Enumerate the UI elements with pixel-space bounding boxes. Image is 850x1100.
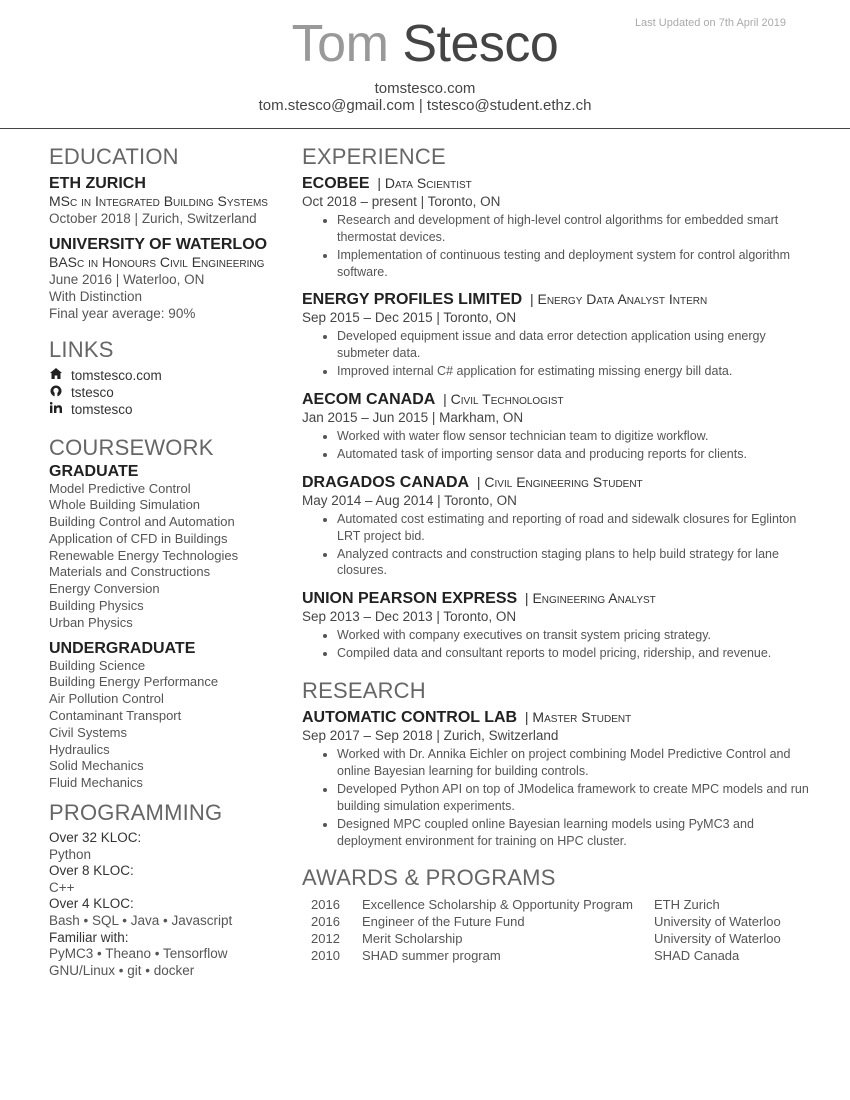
job-role: Master Student	[532, 709, 632, 726]
links-list	[49, 368, 285, 419]
degree-name: MSc in Integrated Building Systems	[49, 193, 268, 209]
award-org: ETH Zurich	[654, 897, 720, 913]
school-name: ETH ZURICH	[49, 175, 146, 192]
experience-list	[302, 174, 812, 662]
last-name: Stesco	[402, 15, 559, 73]
award-name: Excellence Scholarship & Opportunity Program	[362, 897, 633, 913]
award-org: SHAD Canada	[654, 947, 740, 963]
job-bullet: • Developed Python API on top of JModelica framework to create MPC models and run building simulation experiments.	[337, 781, 812, 814]
course-item: Solid Mechanics	[49, 758, 144, 774]
course-item: Building Control and Automation	[49, 514, 235, 530]
award-row	[308, 897, 781, 914]
programming-skills: Bash • SQL • Java • Javascript	[49, 913, 233, 929]
job-bullet: • Developed equipment issue and data error detection application using energy submeter data.	[337, 328, 812, 361]
education-heading: EDUCATION	[49, 144, 179, 169]
course-item: Civil Systems	[49, 724, 128, 740]
job-bullet: • Implementation of continuous testing and deployment system for control algorithm software.	[337, 247, 812, 280]
last-updated: Last Updated on 7th April 2019	[634, 17, 786, 29]
job-date: Jan 2015 – Jun 2015 | Markham, ON	[302, 409, 524, 425]
award-year: 2012	[311, 930, 340, 946]
award-name: Engineer of the Future Fund	[362, 914, 525, 930]
award-year: 2016	[311, 914, 340, 930]
links-heading: LINKS	[49, 337, 114, 362]
job-header	[302, 473, 812, 492]
role-separator: |	[469, 473, 485, 490]
award-year: 2016	[311, 897, 340, 913]
job-bullets	[302, 328, 812, 380]
experience-heading: EXPERIENCE	[302, 144, 446, 169]
award-year: 2010	[311, 947, 340, 963]
role-separator: |	[435, 390, 451, 407]
company-name: AUTOMATIC CONTROL LAB	[302, 709, 518, 727]
coursework-heading: COURSEWORK	[49, 434, 214, 460]
left-column	[49, 144, 285, 979]
role-separator: |	[522, 291, 538, 308]
job-bullet: • Compiled data and consultant reports to model pricing, ridership, and revenue.	[337, 645, 812, 662]
course-item: Renewable Energy Technologies	[49, 547, 239, 563]
award-name: Merit Scholarship	[362, 930, 463, 946]
course-item: Fluid Mechanics	[49, 775, 143, 791]
link-label[interactable]: tomstesco	[71, 402, 133, 417]
job-bullets	[302, 428, 812, 463]
coursework-group-title: GRADUATE	[49, 462, 139, 480]
programming-level-label: Familiar with:	[49, 929, 129, 945]
education-detail: June 2016 | Waterloo, ON	[49, 272, 205, 287]
job-header	[302, 390, 812, 409]
company-name: UNION PEARSON EXPRESS	[302, 590, 518, 608]
award-row	[308, 931, 781, 948]
job-header	[302, 290, 812, 309]
first-name: Tom	[291, 15, 389, 73]
course-item: Building Science	[49, 657, 146, 673]
job-date: Sep 2013 – Dec 2013 | Toronto, ON	[302, 609, 517, 625]
job-bullets	[302, 511, 812, 579]
award-row	[308, 948, 781, 965]
job-bullet: • Worked with Dr. Annika Eichler on project combining Model Predictive Control and online Bayesian learning for building controls.	[337, 746, 812, 779]
programming-level-label: Over 32 KLOC:	[49, 830, 142, 846]
award-org: University of Waterloo	[654, 914, 781, 930]
awards-table	[308, 897, 781, 964]
job-header	[302, 589, 812, 608]
header-divider	[0, 128, 850, 129]
job-role: Data Scientist	[384, 175, 472, 191]
job-role: Engineering Analyst	[532, 590, 656, 607]
programming-level-label: Over 4 KLOC:	[49, 896, 134, 912]
role-separator: |	[517, 590, 533, 607]
programming-level-label: Over 8 KLOC:	[49, 863, 134, 879]
home-icon	[49, 368, 63, 385]
course-item: Air Pollution Control	[49, 691, 164, 707]
email-links[interactable]: tom.stesco@gmail.com | tstesco@student.ethz.ch	[258, 97, 592, 114]
job-bullet: • Designed MPC coupled online Bayesian learning models using PyMC3 and deployment environment for training on HPC cluster.	[337, 816, 812, 849]
company-name: ECOBEE	[302, 175, 370, 192]
education-detail: Final year average: 90%	[49, 306, 196, 321]
research-entry	[302, 708, 812, 849]
research-heading: RESEARCH	[302, 678, 426, 704]
programming-list	[49, 830, 285, 979]
job-bullet: • Automated cost estimating and reporting of road and sidewalk closures for Eglinton LRT project bid.	[337, 511, 812, 544]
job-role: Energy Data Analyst Intern	[537, 291, 708, 308]
degree-name: BASc in Honours Civil Engineering	[49, 254, 265, 270]
job-date: May 2014 – Aug 2014 | Toronto, ON	[302, 492, 517, 508]
job-bullet: • Automated task of importing sensor data and producing reports for clients.	[337, 446, 812, 463]
school-name: UNIVERSITY OF WATERLOO	[49, 236, 268, 253]
education-detail: With Distinction	[49, 289, 143, 304]
course-item: Materials and Constructions	[49, 564, 211, 580]
programming-skills: PyMC3 • Theano • Tensorflow	[49, 946, 228, 962]
programming-heading: PROGRAMMING	[49, 800, 223, 826]
coursework-list	[49, 463, 285, 793]
link-home[interactable]	[49, 368, 285, 385]
experience-entry	[302, 473, 812, 579]
linkedin-icon	[49, 402, 63, 419]
job-bullet: • Research and development of high-level control algorithms for embedded smart thermostat devices.	[337, 212, 812, 245]
education-detail: October 2018 | Zurich, Switzerland	[49, 211, 257, 226]
job-bullets	[302, 627, 812, 662]
award-row	[308, 914, 781, 931]
company-name: AECOM CANADA	[302, 390, 436, 408]
award-org: University of Waterloo	[654, 930, 781, 946]
education-list	[49, 174, 285, 322]
job-role: Civil Technologist	[450, 390, 564, 407]
job-bullet: • Analyzed contracts and construction staging plans to help build strategy for lane closures.	[337, 546, 812, 579]
job-bullet: • Worked with company executives on transit system pricing strategy.	[337, 627, 812, 644]
course-item: Contaminant Transport	[49, 708, 182, 724]
course-item: Energy Conversion	[49, 581, 160, 597]
programming-skills: C++	[49, 879, 75, 895]
experience-entry	[302, 390, 812, 463]
course-item: Hydraulics	[49, 741, 110, 757]
coursework-group-title: UNDERGRADUATE	[49, 639, 196, 657]
github-icon	[49, 385, 63, 403]
awards-heading: AWARDS & PROGRAMS	[302, 865, 556, 891]
job-header	[302, 708, 812, 727]
course-item: Model Predictive Control	[49, 480, 191, 496]
job-date: Oct 2018 – present | Toronto, ON	[302, 194, 501, 209]
right-column	[302, 144, 812, 964]
company-name: DRAGADOS CANADA	[302, 473, 470, 491]
course-item: Building Energy Performance	[49, 674, 219, 690]
job-bullets	[302, 212, 812, 280]
job-role: Civil Engineering Student	[484, 473, 643, 490]
research-list	[302, 708, 812, 849]
programming-skills: GNU/Linux • git • docker	[49, 962, 195, 978]
experience-entry	[302, 290, 812, 380]
job-bullet: • Worked with water flow sensor technician team to digitize workflow.	[337, 428, 812, 445]
job-bullet: • Improved internal C# application for estimating missing energy bill data.	[337, 363, 812, 380]
job-date: Sep 2015 – Dec 2015 | Toronto, ON	[302, 310, 517, 326]
company-name: ENERGY PROFILES LIMITED	[302, 291, 523, 309]
full-name	[0, 14, 850, 74]
education-entry	[49, 235, 285, 322]
link-linkedin[interactable]	[49, 402, 285, 419]
experience-entry	[302, 174, 812, 280]
job-header	[302, 174, 812, 193]
course-item: Application of CFD in Buildings	[49, 530, 228, 546]
role-separator: |	[517, 709, 533, 726]
coursework-group	[49, 640, 285, 792]
coursework-group	[49, 463, 285, 632]
role-separator: |	[369, 175, 385, 191]
course-item: Whole Building Simulation	[49, 497, 201, 513]
course-item: Building Physics	[49, 598, 144, 614]
website-link[interactable]: tomstesco.com	[374, 80, 476, 97]
job-bullets	[302, 746, 812, 849]
education-entry	[49, 174, 285, 227]
link-github[interactable]	[49, 385, 285, 403]
link-label[interactable]: tstesco	[71, 385, 114, 400]
programming-skills: Python	[49, 846, 92, 862]
award-name: SHAD summer program	[362, 947, 501, 963]
course-item: Urban Physics	[49, 614, 133, 630]
experience-entry	[302, 589, 812, 662]
job-date: Sep 2017 – Sep 2018 | Zurich, Switzerland	[302, 728, 559, 744]
link-label[interactable]: tomstesco.com	[71, 368, 162, 383]
